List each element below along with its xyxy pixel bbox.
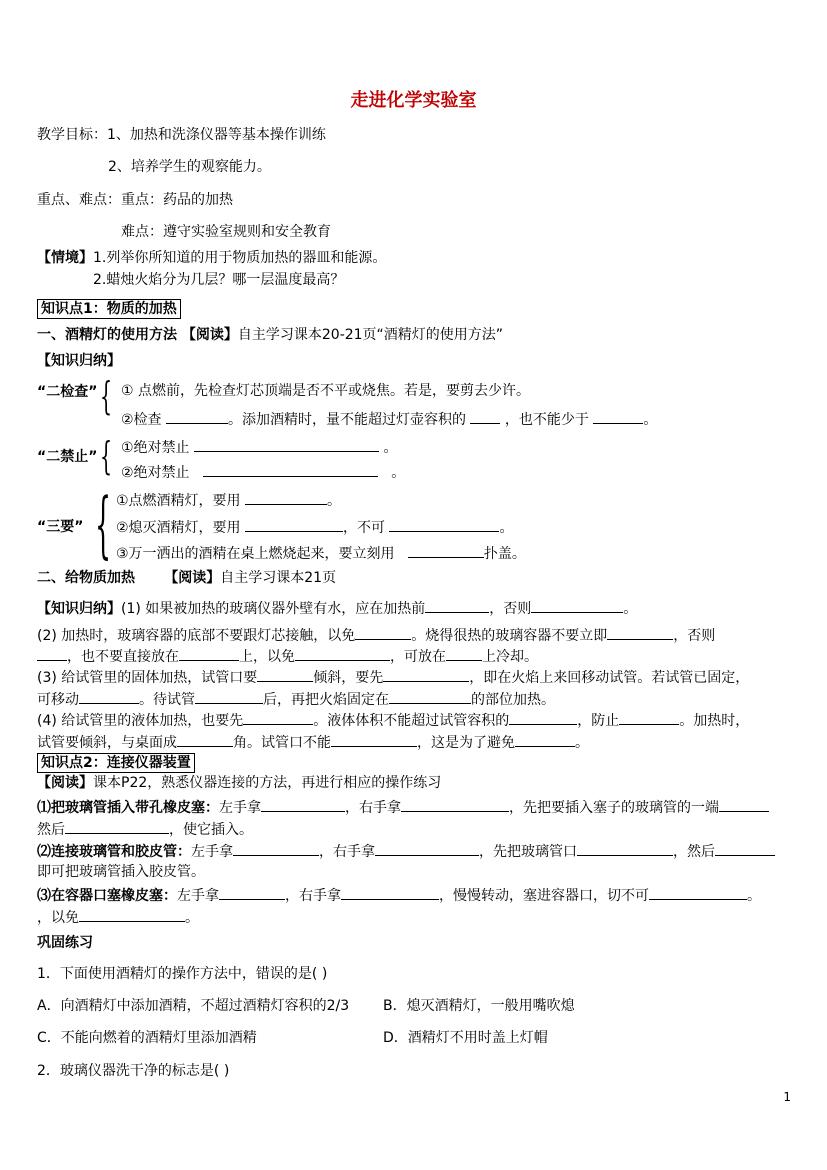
i1e: ，使它插入。 [169, 822, 253, 838]
blank [65, 819, 169, 834]
s2-p4e: 试管要倾斜，与桌面成 [37, 735, 177, 751]
blank [243, 710, 313, 725]
i2-line2: 即可把玻璃管插入胶皮管。 [37, 864, 205, 880]
key-line-1 [37, 191, 233, 209]
i3-line2 [37, 907, 199, 927]
s1-summary: 【知识归纳】 [37, 353, 121, 369]
check-2b: 。添加酒精时，量不能超过灯壶容积的 [228, 412, 467, 428]
blank [37, 646, 67, 661]
i2-title: ⑵连接玻璃管和胶皮管： [37, 844, 191, 860]
s2-heading: 二、给物质加热 [37, 570, 135, 586]
i1-title: ⑴把玻璃管插入带孔橡皮塞： [37, 800, 219, 816]
forbid-2-label: ②绝对禁止 [121, 465, 190, 481]
must-3b: 扑盖。 [483, 546, 526, 562]
must-1 [116, 490, 341, 510]
i1a: 左手拿 [219, 800, 261, 816]
forbid-2-period: 。 [391, 465, 406, 481]
kp2-heading [37, 753, 195, 773]
s2-p3-line1 [37, 667, 749, 687]
s2-p1b: ，否则 [489, 601, 532, 617]
s3-read-tag: 【阅读】 [37, 775, 93, 791]
s2-p2-line2 [37, 646, 538, 666]
blank [607, 625, 673, 640]
scene-tag: 【情境】 [37, 250, 93, 266]
scene-line-1 [37, 249, 386, 267]
s3-read: 课本P22，熟悉仪器连接的方法，再进行相应的操作练习 [93, 775, 442, 791]
i1c: ，先把要插入塞子的玻璃管的一端 [509, 800, 719, 816]
blank [194, 437, 379, 452]
i2c: ，先把玻璃管口 [479, 844, 577, 860]
practice-option-d: D．酒精灯不用时盖上灯帽 [383, 1030, 548, 1046]
blank [509, 710, 577, 725]
blank [446, 646, 482, 661]
forbid-1 [121, 437, 397, 457]
i3b: ，右手拿 [285, 888, 341, 904]
must-3a: ③万一洒出的酒精在桌上燃烧起来，要立刻用 [116, 546, 395, 562]
goals-label: 教学目标： [37, 127, 107, 143]
s2-p3-line2 [37, 689, 555, 709]
practice-option-c: C．不能向燃着的酒精灯里添加酒精 [37, 1030, 257, 1046]
blank [179, 646, 239, 661]
i1-line2 [37, 819, 253, 839]
s2-p2e: 上，以免 [239, 649, 295, 665]
s2-read: 自主学习课本21页 [220, 570, 337, 586]
s2-p4c: ，防止 [577, 713, 620, 729]
must-2b: ，不可 [343, 520, 386, 536]
blank [408, 543, 484, 558]
blank [593, 409, 643, 424]
blank [166, 409, 228, 424]
blank [389, 517, 499, 532]
s2-p2f: ，可放在 [390, 649, 446, 665]
s2-p2b: 。烧得很热的玻璃容器不要立即 [411, 628, 608, 644]
blank [355, 625, 411, 640]
goal-2: 2、培养学生的观察能力。 [108, 159, 271, 175]
i1d: 然后 [37, 822, 65, 838]
s2-read-tag: 【阅读】 [164, 570, 221, 586]
kp1-box: 知识点1：物质的加热 [37, 299, 181, 319]
forbid-1-period: 。 [383, 440, 398, 456]
s2-p4a: (4) 给试管里的液体加热，也要先 [37, 713, 244, 729]
must-2 [116, 517, 513, 537]
s2-p2g: 上冷却。 [482, 649, 538, 665]
check-brace: { [100, 374, 113, 418]
blank [470, 409, 500, 424]
s2-p4-line2 [37, 732, 589, 752]
blank [649, 885, 747, 900]
forbid-title: “二禁止” [37, 449, 98, 465]
goal-1: 1、加热和洗涤仪器等基本操作训练 [107, 127, 326, 143]
s2-p4h: 。 [575, 735, 589, 751]
blank [383, 667, 469, 682]
must-2-period: 。 [499, 520, 514, 536]
blank [331, 732, 417, 747]
practice-option-b: B．熄灭酒精灯，一般用嘴吹熄 [383, 998, 575, 1014]
i2-line1 [37, 841, 775, 861]
i2b: ，右手拿 [319, 844, 375, 860]
key-difficulty: 难点：遵守实验室规则和安全教育 [121, 224, 331, 240]
s2-p3d: 可移动 [37, 692, 79, 708]
blank [261, 797, 345, 812]
scene-q1: 1.列举你所知道的用于物质加热的器皿和能源。 [93, 250, 387, 266]
s2-p4d: 。加热时， [679, 713, 750, 729]
s2-p2a: (2) 加热时，玻璃容器的底部不要跟灯芯接触，以免 [37, 628, 356, 644]
s2-p2d: ，也不要直接放在 [67, 649, 179, 665]
must-1-period: 。 [327, 493, 342, 509]
i3-title: ⑶在容器口塞橡皮塞： [37, 888, 177, 904]
kp1-heading [37, 299, 181, 319]
key-focus: 重点：药品的加热 [121, 192, 233, 208]
i3-line1 [37, 885, 761, 905]
i3c: ，慢慢转动，塞进容器口，切不可 [439, 888, 649, 904]
check-2d: 。 [643, 412, 658, 428]
blank [233, 841, 319, 856]
forbid-brace: { [100, 434, 113, 478]
i3e: 。 [185, 910, 199, 926]
s2-p2c: ，否则 [673, 628, 716, 644]
i1b: ，右手拿 [345, 800, 401, 816]
s2-p1-period: 。 [623, 601, 638, 617]
practice-q1: 1．下面使用酒精灯的操作方法中，错误的是( ) [37, 966, 328, 982]
blank [245, 517, 343, 532]
blank [295, 646, 390, 661]
must-2a: ②熄灭酒精灯，要用 [116, 520, 241, 536]
practice-title: 巩固练习 [37, 935, 93, 951]
blank [531, 598, 623, 613]
check-1: ① 点燃前，先检查灯芯顶端是否不平或烧焦。若是，要剪去少许。 [121, 383, 530, 399]
s2-p3a: (3) 给试管里的固体加热，试管口要 [37, 670, 258, 686]
blank [719, 797, 769, 812]
i3-period: 。 [747, 888, 761, 904]
blank [79, 907, 185, 922]
blank [619, 710, 679, 725]
practice-q2: 2．玻璃仪器洗干净的标志是( ) [37, 1063, 230, 1079]
blank [577, 841, 673, 856]
i2a: 左手拿 [191, 844, 233, 860]
must-title: “三要” [37, 519, 84, 535]
s1-heading: 一、酒精灯的使用方法 [37, 327, 177, 343]
blank [79, 689, 139, 704]
forbid-2 [121, 462, 405, 482]
blank [257, 667, 313, 682]
s1-read: 自主学习课本20-21页“酒精灯的使用方法” [237, 327, 504, 343]
s2-line [37, 569, 336, 587]
s2-p1 [37, 598, 637, 618]
blank [341, 885, 439, 900]
check-2 [121, 409, 657, 429]
goals-line-1 [37, 126, 326, 144]
s2-p3g: 的部位加热。 [471, 692, 555, 708]
s2-p3b: 倾斜，要先 [313, 670, 384, 686]
scene-q2: 2.蜡烛火焰分为几层？哪一层温度最高？ [93, 272, 345, 288]
blank [425, 598, 489, 613]
i3a: 左手拿 [177, 888, 219, 904]
i2d: ，然后 [673, 844, 715, 860]
s2-p2-line1 [37, 625, 715, 645]
practice-option-a: A．向酒精灯中添加酒精，不超过酒精灯容积的2/3 [37, 998, 350, 1014]
must-3 [116, 543, 526, 563]
blank [219, 885, 285, 900]
blank [375, 841, 479, 856]
key-label: 重点、难点： [37, 192, 121, 208]
blank [245, 490, 327, 505]
s2-p1a: (1) 如果被加热的玻璃仪器外壁有水，应在加热前 [121, 601, 426, 617]
s2-p4-line1 [37, 710, 749, 730]
s2-p4f: 角。试管口不能 [233, 735, 331, 751]
i1-line1 [37, 797, 769, 817]
s2-p4b: 。液体体积不能超过试管容积的 [313, 713, 510, 729]
s1-read-tag: 【阅读】 [181, 327, 238, 343]
s2-summary: 【知识归纳】 [37, 601, 121, 617]
page-number: 1 [783, 1090, 791, 1104]
check-title: “二检查” [37, 384, 98, 400]
blank [389, 689, 471, 704]
s2-p3e: 。待试管 [139, 692, 195, 708]
blank [195, 689, 263, 704]
check-2c: ，也不能少于 [504, 412, 589, 428]
blank [203, 462, 378, 477]
check-2a: ②检查 [121, 412, 162, 428]
must-brace: { [95, 482, 112, 566]
blank [401, 797, 509, 812]
s2-p3c: ，即在火焰上来回移动试管。若试管已固定， [469, 670, 750, 686]
blank [515, 732, 575, 747]
s3-read-line [37, 774, 441, 792]
s1-line [37, 326, 503, 344]
document-title: 走进化学实验室 [350, 90, 477, 111]
blank [715, 841, 775, 856]
s2-p4g: ，这是为了避免 [417, 735, 515, 751]
must-1-label: ①点燃酒精灯，要用 [116, 493, 241, 509]
i3d: ，以免 [37, 910, 79, 926]
blank [177, 732, 233, 747]
kp2-box: 知识点2：连接仪器装置 [37, 753, 195, 773]
forbid-1-label: ①绝对禁止 [121, 440, 190, 456]
s2-p3f: 后，再把火焰固定在 [263, 692, 389, 708]
